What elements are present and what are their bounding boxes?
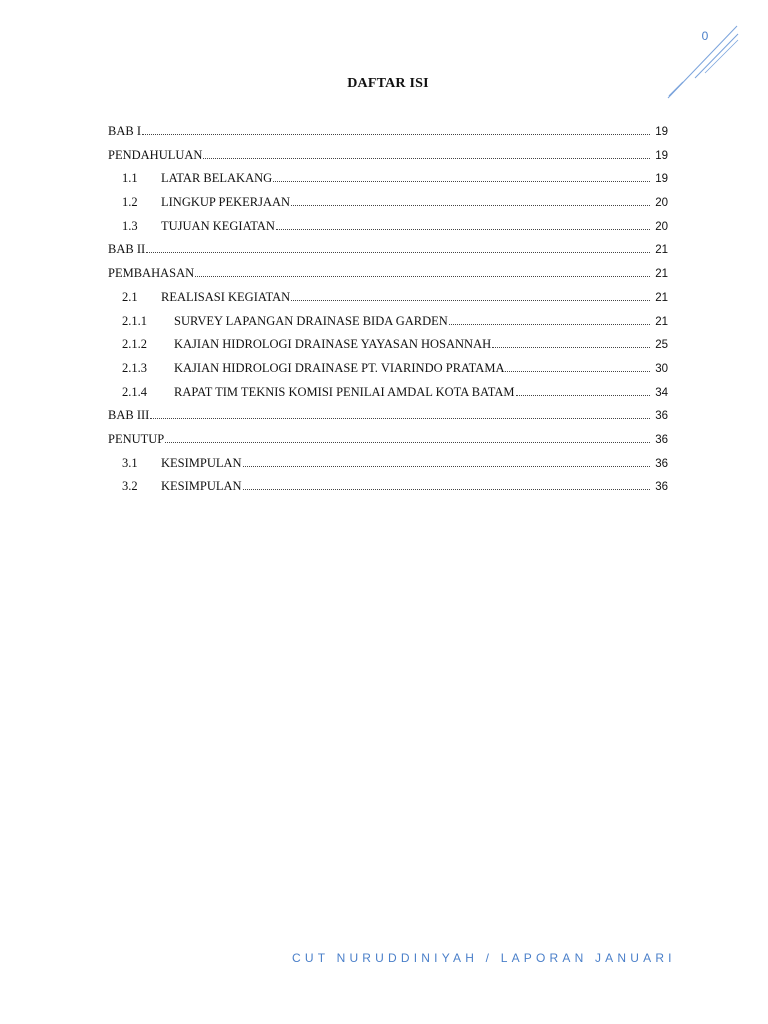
toc-entry-number: 2.1.4	[122, 384, 147, 399]
dot-leader	[516, 394, 650, 396]
toc-entry[interactable]	[108, 219, 668, 243]
toc-entry-page: 21	[655, 244, 668, 257]
toc-entry-number: 3.1	[122, 455, 138, 470]
toc-entry-number: 1.2	[122, 195, 138, 210]
dot-leader	[273, 180, 650, 182]
toc-entry-label: LATAR BELAKANG	[161, 171, 273, 186]
toc-title: DAFTAR ISI	[347, 76, 429, 91]
toc-entry-page: 36	[655, 433, 668, 446]
toc-entry[interactable]	[108, 171, 668, 195]
toc-entry-page: 36	[655, 481, 668, 494]
toc-entry-number: 2.1.3	[122, 360, 147, 375]
toc-entry-number: 2.1	[122, 289, 138, 304]
toc-entry[interactable]	[108, 124, 668, 148]
table-of-contents	[108, 124, 668, 503]
toc-entry[interactable]	[108, 337, 668, 361]
dot-leader	[243, 488, 650, 490]
toc-entry[interactable]	[108, 456, 668, 480]
toc-entry-label: REALISASI KEGIATAN	[161, 289, 291, 304]
toc-entry-number: 1.1	[122, 171, 138, 186]
dot-leader	[243, 465, 650, 467]
toc-entry-number: 3.2	[122, 479, 138, 494]
toc-entry[interactable]	[108, 290, 668, 314]
toc-entry-page: 20	[655, 197, 668, 210]
toc-entry-label: PENUTUP	[108, 431, 165, 446]
dot-leader	[291, 204, 650, 206]
toc-entry[interactable]	[108, 148, 668, 172]
toc-entry-label: KAJIAN HIDROLOGI DRAINASE YAYASAN HOSANNAH	[174, 337, 492, 352]
toc-entry-page: 34	[655, 386, 668, 399]
toc-entry[interactable]	[108, 361, 668, 385]
dot-leader	[505, 370, 650, 372]
toc-entry-number: 2.1.1	[122, 313, 147, 328]
dot-leader	[165, 441, 650, 443]
toc-entry-label: BAB III	[108, 408, 150, 423]
toc-entry-page: 21	[655, 291, 668, 304]
toc-entry-page: 25	[655, 339, 668, 352]
toc-entry-number: 1.3	[122, 218, 138, 233]
dot-leader	[195, 275, 650, 277]
dot-leader	[492, 346, 650, 348]
dot-leader	[449, 323, 650, 325]
toc-entry[interactable]	[108, 266, 668, 290]
dot-leader	[150, 417, 650, 419]
dot-leader	[203, 157, 650, 159]
toc-entry-page: 19	[655, 126, 668, 138]
toc-entry-label: PENDAHULUAN	[108, 147, 203, 162]
dot-leader	[146, 251, 650, 253]
toc-entry-label: BAB II	[108, 242, 146, 257]
toc-entry-page: 20	[655, 220, 668, 233]
toc-entry-page: 19	[655, 173, 668, 186]
toc-entry-label: BAB I	[108, 124, 141, 138]
footer-text: CUT NURUDDINIYAH / LAPORAN JANUARI	[292, 951, 676, 965]
toc-entry-page: 36	[655, 410, 668, 423]
toc-entry[interactable]	[108, 314, 668, 338]
toc-entry-label: KAJIAN HIDROLOGI DRAINASE PT. VIARINDO PRATAMA	[174, 360, 505, 375]
toc-entry-number: 2.1.2	[122, 337, 147, 352]
toc-entry-page: 30	[655, 362, 668, 375]
toc-entry[interactable]	[108, 385, 668, 409]
toc-entry-page: 21	[655, 315, 668, 328]
toc-entry-page: 21	[655, 268, 668, 281]
toc-entry[interactable]	[108, 479, 668, 503]
toc-entry-label: KESIMPULAN	[161, 455, 242, 470]
toc-entry-page: 19	[655, 149, 668, 162]
dot-leader	[142, 133, 650, 135]
toc-entry[interactable]	[108, 195, 668, 219]
toc-entry-label: RAPAT TIM TEKNIS KOMISI PENILAI AMDAL KOTA BATAM	[174, 384, 515, 399]
toc-entry-label: PEMBAHASAN	[108, 266, 195, 281]
toc-entry-label: TUJUAN KEGIATAN	[161, 218, 275, 233]
toc-entry-label: KESIMPULAN	[161, 479, 242, 494]
toc-entry[interactable]	[108, 242, 668, 266]
toc-entry[interactable]	[108, 408, 668, 432]
dot-leader	[291, 299, 650, 301]
toc-entry-page: 36	[655, 457, 668, 470]
toc-entry[interactable]	[108, 432, 668, 456]
toc-entry-label: LINGKUP PEKERJAAN	[161, 195, 291, 210]
page-number: 0	[701, 29, 709, 43]
toc-entry-label: SURVEY LAPANGAN DRAINASE BIDA GARDEN	[174, 313, 448, 328]
dot-leader	[276, 228, 650, 230]
